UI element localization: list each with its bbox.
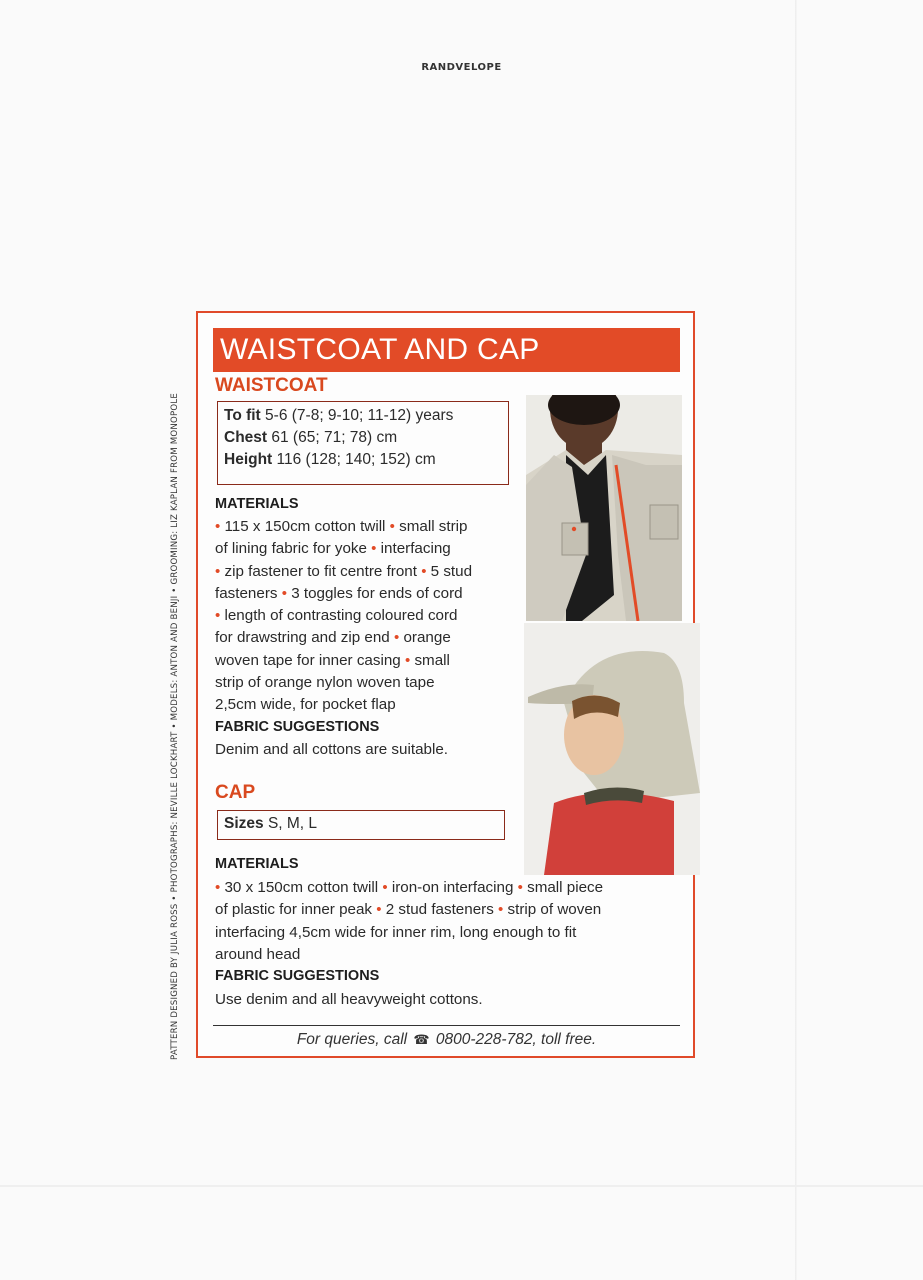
- telephone-icon: ☎: [413, 1032, 430, 1047]
- bullet-icon: •: [281, 584, 287, 602]
- bullet-icon: •: [389, 518, 395, 535]
- waistcoat-heading: WAISTCOAT: [215, 375, 328, 396]
- materials-line: • 115 x 150cm cotton twill • small strip: [215, 518, 468, 535]
- cap-size-box: [217, 810, 505, 840]
- size-row-height: Height 116 (128; 140; 152) cm: [224, 451, 436, 468]
- bullet-icon: •: [498, 901, 504, 919]
- paper-fold-vertical: [795, 0, 797, 1280]
- materials-line: strip of orange nylon woven tape: [215, 674, 435, 692]
- pattern-panel: [196, 311, 695, 1058]
- cap-fabric-text: Use denim and all heavyweight cottons.: [215, 991, 483, 1008]
- bullet-icon: •: [215, 518, 221, 535]
- waistcoat-size-box: [217, 401, 509, 485]
- waistcoat-materials-label: MATERIALS: [215, 496, 299, 512]
- materials-line: 2,5cm wide, for pocket flap: [215, 696, 396, 714]
- materials-line: • zip fastener to fit centre front • 5 stud: [215, 562, 473, 580]
- waistcoat-fabric-text: Denim and all cottons are suitable.: [215, 741, 449, 758]
- materials-line: interfacing 4,5cm wide for inner rim, long enough to fit: [215, 923, 577, 941]
- waistcoat-fabric-label: FABRIC SUGGESTIONS: [215, 719, 380, 735]
- cap-fabric-label: FABRIC SUGGESTIONS: [215, 968, 380, 984]
- size-row-fit: To fit 5-6 (7-8; 9-10; 11-12) years: [224, 407, 454, 424]
- page-title: WAISTCOAT AND CAP: [213, 328, 680, 372]
- bullet-icon: •: [376, 901, 382, 919]
- photo-credits: PATTERN DESIGNED BY JULIA ROSS • PHOTOGRAPHS: NEVILLE LOCKHART • MODELS: ANTON AND BENJI • GROOMING: LIZ KAPLAN FROM MONOPOLE: [170, 393, 180, 1060]
- materials-line: fasteners • 3 toggles for ends of cord: [215, 584, 463, 602]
- bullet-icon: •: [382, 879, 388, 896]
- materials-line: woven tape for inner casing • small: [215, 651, 450, 669]
- materials-line: around head: [215, 945, 301, 963]
- paper-fold-horizontal: [0, 1185, 923, 1187]
- bullet-icon: •: [371, 540, 377, 558]
- materials-line: of lining fabric for yoke • interfacing: [215, 540, 451, 558]
- brand-header: RANDVELOPE: [421, 62, 502, 73]
- waistcoat-materials-list: [215, 516, 515, 717]
- waistcoat-photo: [526, 395, 682, 621]
- cap-photo: [524, 623, 700, 875]
- cap-materials-label: MATERIALS: [215, 856, 299, 872]
- materials-line: • length of contrasting coloured cord: [215, 607, 458, 625]
- footer-queries: [213, 1031, 680, 1049]
- footer-phone: 0800-228-782, toll free.: [435, 1031, 597, 1048]
- materials-line: of plastic for inner peak • 2 stud fasteners • strip of woven: [215, 901, 602, 919]
- bullet-icon: •: [215, 879, 221, 896]
- cap-sizes-value: S, M, L: [263, 815, 318, 832]
- cap-sizes-label: Sizes: [224, 815, 264, 832]
- footer-divider: [213, 1025, 680, 1026]
- cap-heading: CAP: [215, 782, 256, 803]
- bullet-icon: •: [215, 562, 221, 580]
- bullet-icon: •: [215, 607, 221, 625]
- cap-materials-list: [215, 877, 685, 966]
- materials-line: for drawstring and zip end • orange: [215, 629, 451, 647]
- footer-prefix: For queries, call: [296, 1031, 408, 1048]
- bullet-icon: •: [517, 879, 523, 896]
- bullet-icon: •: [404, 651, 411, 669]
- materials-line: • 30 x 150cm cotton twill • iron-on interfacing • small piece: [215, 879, 604, 896]
- size-row-chest: Chest 61 (65; 71; 78) cm: [224, 429, 398, 446]
- bullet-icon: •: [421, 562, 427, 580]
- bullet-icon: •: [393, 629, 400, 647]
